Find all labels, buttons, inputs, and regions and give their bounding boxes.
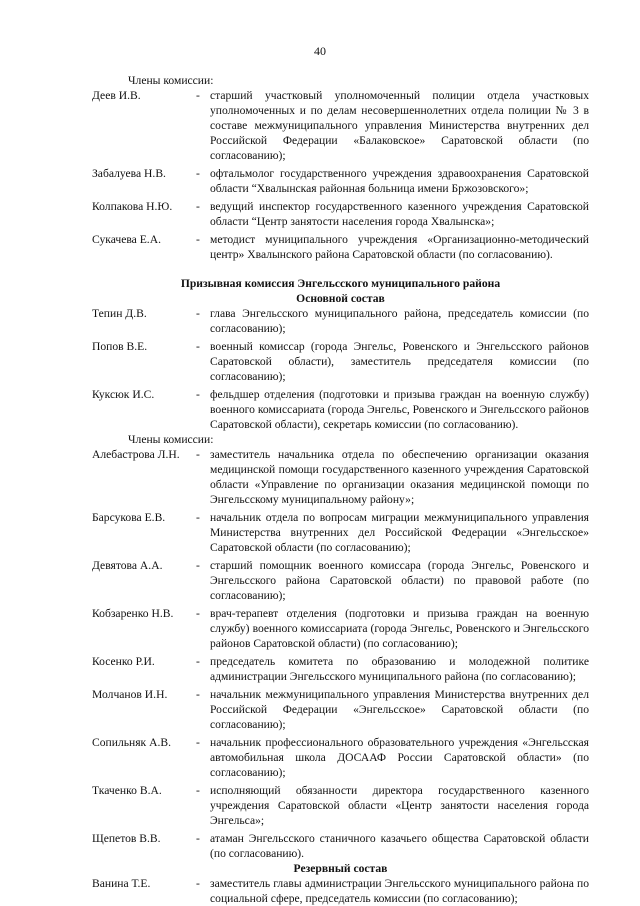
member-desc: начальник межмуниципального управления Министерства внутренних дел Российской Федерации «Энгельсское» Саратовской области (по согласованию); (210, 688, 589, 731)
member-desc: врач-терапевт отделения (подготовки и призыва граждан на военную службу) военного комиссариата (города Энгельс, Ровенского и Энгельсского районов Саратовской области) (по согласованию); (210, 607, 589, 650)
section-title: Призывная комиссия Энгельсского муниципального района (180, 277, 501, 290)
reserve-composition-title: Резервный состав (293, 862, 388, 875)
member-name: Деев И.В. (92, 89, 141, 102)
member-desc: фельдшер отделения (подготовки и призыва граждан на военную службу) военного комиссариата (города Энгельс, Ровенского и Энгельсского районов Саратовской области), секретарь комиссии (по согласованию). (210, 388, 589, 431)
member-name: Куксюк И.С. (92, 388, 155, 401)
member-name: Сукачева Е.А. (92, 233, 161, 246)
member-row (92, 606, 589, 651)
member-dash: - (196, 607, 200, 620)
member-row (92, 687, 589, 732)
member-name: Косенко Р.И. (92, 655, 155, 668)
member-dash: - (196, 200, 200, 213)
member-desc: исполняющий обязанности директора государственного казенного учреждения Саратовской области «Центр занятости населения города Энгельса»; (210, 784, 589, 827)
member-desc: председатель комитета по образованию и молодежной политике администрации Энгельсского муниципального района (по согласованию); (210, 655, 589, 683)
member-name: Девятова А.А. (92, 559, 163, 572)
member-dash: - (196, 832, 200, 845)
member-row (92, 654, 589, 684)
member-name: Барсукова Е.В. (92, 511, 166, 524)
member-list-block1 (92, 88, 589, 262)
page-number: 40 (314, 44, 326, 58)
main-composition-title: Основной состав (296, 292, 385, 305)
member-row (92, 306, 589, 336)
member-dash: - (196, 511, 200, 524)
member-name: Кобзаренко Н.В. (92, 607, 174, 620)
member-desc: заместитель начальника отдела по обеспечению организации оказания медицинской помощи государственного казенного учреждения Саратовской области «Управление по организации оказания медицинской помощи по Энгельсскому муниципальному району»; (210, 448, 589, 506)
member-row (92, 558, 589, 603)
member-dash: - (196, 655, 200, 668)
member-list-main (92, 306, 589, 432)
member-list-reserve (92, 876, 589, 906)
member-row (92, 199, 589, 229)
member-name: Щепетов В.В. (92, 832, 161, 845)
member-list-block2 (92, 447, 589, 861)
member-row (92, 831, 589, 861)
member-name: Забалуева Н.В. (92, 167, 166, 180)
member-dash: - (196, 448, 200, 461)
member-desc: начальник отдела по вопросам миграции межмуниципального управления Министерства внутренних дел Российской Федерации «Энгельсское» Саратовской области (по согласованию); (210, 511, 589, 554)
member-dash: - (196, 233, 200, 246)
document-body (92, 73, 589, 906)
member-row (92, 876, 589, 906)
member-dash: - (196, 89, 200, 102)
member-name: Ткаченко В.А. (92, 784, 162, 797)
member-dash: - (196, 388, 200, 401)
member-row (92, 387, 589, 432)
member-name: Попов В.Е. (92, 340, 148, 353)
member-desc: старший помощник военного комиссара (города Энгельс, Ровенского и Энгельсского района Саратовской области) по правовой работе (по согласованию); (210, 559, 589, 602)
member-name: Сопильняк А.В. (92, 736, 171, 749)
member-desc: офтальмолог государственного учреждения здравоохранения Саратовской области “Хвалынская районная больница имени Бржозовского»; (210, 167, 589, 195)
member-row (92, 735, 589, 780)
member-name: Алебастрова Л.Н. (92, 448, 180, 461)
member-name: Молчанов И.Н. (92, 688, 168, 701)
member-dash: - (196, 559, 200, 572)
members-label: Члены комиссии: (128, 74, 214, 87)
member-dash: - (196, 877, 200, 890)
member-desc: заместитель главы администрации Энгельсского муниципального района по социальной сфере, председатель комиссии (по согласованию); (210, 877, 589, 905)
member-desc: глава Энгельсского муниципального района, председатель комиссии (по согласованию); (210, 307, 589, 335)
member-desc: атаман Энгельсского станичного казачьего общества Саратовской области (по согласованию). (210, 832, 589, 860)
member-desc: старший участковый уполномоченный полиции отдела участковых уполномоченных и по делам несовершеннолетних отдела полиции № 3 в составе межмуниципального управления Министерства внутренних дел Российской Федерации «Балаковское» Саратовской области (по согласованию); (210, 89, 589, 162)
member-dash: - (196, 307, 200, 320)
member-row (92, 447, 589, 507)
member-row (92, 339, 589, 384)
member-row (92, 166, 589, 196)
member-dash: - (196, 736, 200, 749)
member-name: Тепин Д.В. (92, 307, 147, 320)
member-row (92, 88, 589, 163)
member-name: Колпакова Н.Ю. (92, 200, 173, 213)
member-row (92, 232, 589, 262)
member-name: Ванина Т.Е. (92, 877, 151, 890)
member-desc: методист муниципального учреждения «Организационно-методический центр» Хвалынского района Саратовской области (по согласованию). (210, 233, 589, 261)
members-label: Члены комиссии: (128, 433, 214, 446)
member-dash: - (196, 688, 200, 701)
member-desc: начальник профессионального образовательного учреждения «Энгельсская автомобильная школа ДОСААФ России Саратовской области» (по согласованию); (210, 736, 589, 779)
member-desc: военный комиссар (города Энгельс, Ровенского и Энгельсского районов Саратовской области), заместитель председателя комиссии (по согласованию); (210, 340, 589, 383)
member-dash: - (196, 784, 200, 797)
member-dash: - (196, 340, 200, 353)
member-desc: ведущий инспектор государственного казенного учреждения Саратовской области “Центр занятости населения города Хвалынска»; (210, 200, 589, 228)
member-row (92, 783, 589, 828)
member-row (92, 510, 589, 555)
member-dash: - (196, 167, 200, 180)
